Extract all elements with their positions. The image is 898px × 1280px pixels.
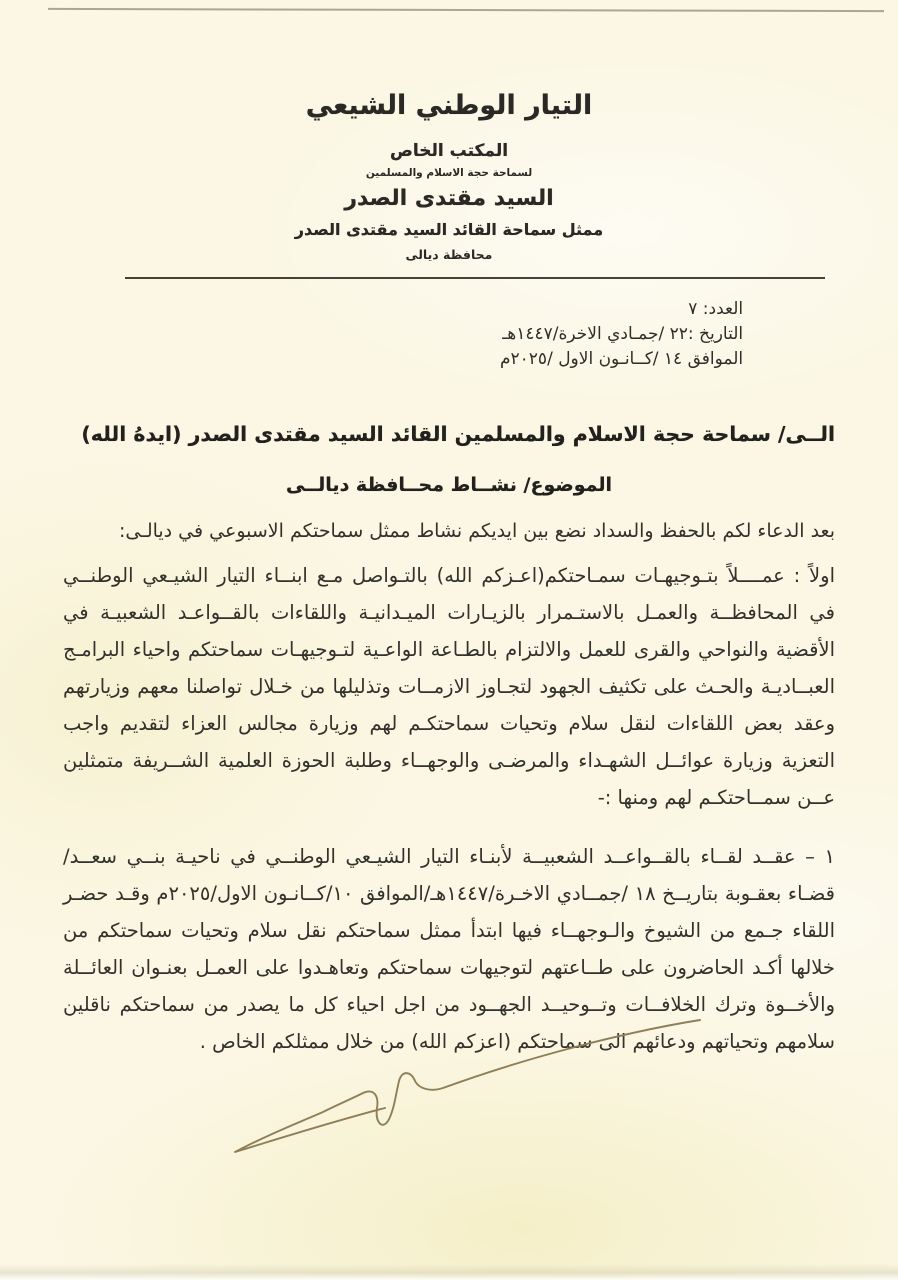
sayyid-name: السيد مقتدى الصدر xyxy=(344,186,554,211)
subject-line: الموضوع/ نشــاط محــافظة ديالــى xyxy=(285,474,613,496)
addressee-line: الــى/ سماحة حجة الاسلام والمسلمين القائد السيد مقتدى الصدر (ايدهُ الله) xyxy=(81,422,835,446)
paragraph-item-1: ١ – عقــد لقــاء بالقــواعــد الشعبيــة لأبنـاء التيار الشيـعي الوطنــي في ناحيـة بنــي سعــد/قضـاء بعقـوبة بتاريــخ ١٨ /جمــادي الاخـرة/١٤٤٧هـ/الموافق ١٠/كــانـون الاول/٢٠٢٥م وقـد حضـر اللقاء جـمع من الشيوخ والـوجهــاء فيها ابتدأ ممثل سماحتكم نقل سلام وتحيات سماحتكم من خلالها أكـد الحاضرون على طــاعتهم لتوجيهات سماحتكم وتعاهـدوا على العمـل بعنـوان العائــلة والأخــوة وترك الخلافــات وتــوحيــد الجهــود من اجل احياء كل ما يصدر من سماحتكم ناقلين سلامهم وتحياتهم ودعائهم الى سماحتكم (اعزكم الله) من خلال ممثلكم الخاص . xyxy=(63,845,835,1053)
separator-line xyxy=(125,277,825,279)
letter-number: العدد: ٧ xyxy=(688,299,744,319)
letter-meta xyxy=(63,297,835,372)
signature-stroke xyxy=(235,1020,700,1152)
representative-line: ممثل سماحة القائد السيد مقتدى الصدر xyxy=(294,220,604,239)
signature xyxy=(185,1002,725,1177)
office-name: المكتب الخاص xyxy=(389,141,509,161)
opening-line: بعد الدعاء لكم بالحفظ والسداد نضع بين ايديكم نشاط ممثل سماحتكم الاسبوعي في ديالـى: xyxy=(119,520,835,542)
governorate-line: محافظة ديالى xyxy=(405,247,493,262)
hijri-date: التاريخ :٢٢ /جمـادي الاخرة/١٤٤٧هـ xyxy=(502,324,744,344)
letter-meta-inner xyxy=(500,297,743,372)
letterhead xyxy=(63,0,835,262)
scan-edge-bottom xyxy=(0,1264,898,1280)
paragraph-first: اولاً : عمــــلاً بتـوجيهـات سمـاحتكم(اعـزكم الله) بالتـواصل مـع ابنــاء التيار الشيـعي الوطنــي في المحافظــة والعمـل بالاستـمرار بالزيـارات الميـدانيـة واللقاءات بالقــواعـد الشعبيـة في الأقضية والنواحي والقرى للعمل والالتزام بالطـاعة الواعـية لتـوجيهـات سماحتكم واحياء البرامـج العبــاديـة والحـث على تكثيف الجهود لتجـاوز الازمــات وتذليلها من خـلال تواصلنا معهم وزيارتهم وعقد بعض اللقاءات لنقل سلام وتحيات سماحتكـم لهم وزيارة مجالس العزاء لتقديم واجب التعزية وزيارة عوائــل الشهـداء والمرضـى والوجهــاء وطلبة الحوزة العلمية الشــريفة متمثلين عــن سمــاحتكـم لهم ومنها :- xyxy=(63,564,835,809)
eminence-line: لسماحة حجة الاسلام والمسلمين xyxy=(365,167,533,179)
organization-name: التيار الوطني الشيعي xyxy=(305,90,593,121)
gregorian-date: الموافق ١٤ /كــانـون الاول /٢٠٢٥م xyxy=(500,349,744,369)
